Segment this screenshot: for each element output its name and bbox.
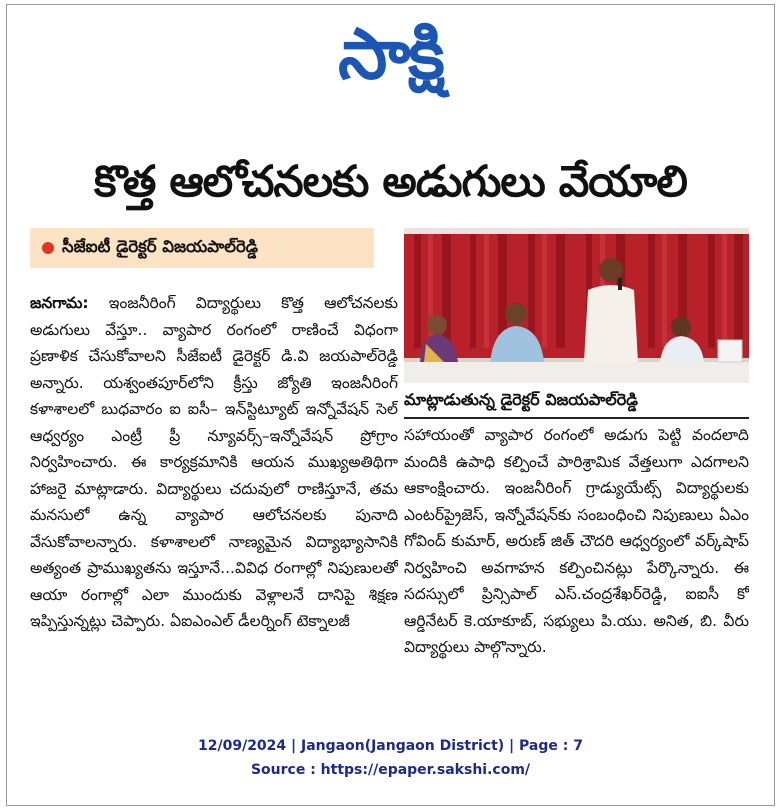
article-body-left (30, 290, 398, 700)
body-text-right: సహాయంతో వ్యాపార రంగంలో అడుగు పెట్టి వందలాది మందికి ఉపాధి కల్పించే పారిశ్రామిక వేత్తలుగా ఎదగాలని ఆకాంక్షించారు. ఇంజనీరింగ్ గ్రాడ్యుయేట్స్ విద్యార్థులకు ఎంటర్‌ప్రైజెస్, ఇన్నోవేషన్‌కు సంబంధించి నిపుణులు ఏఎం గోవింద్ కుమార్, అరుణ్ జిత్ చౌదరి ఆధ్వర్యంలో వర్క్‌షాప్ నిర్వహించి అవగాహన కల్పించినట్లు పేర్కొన్నారు. ఈ సదస్సులో ప్రిన్సిపాల్ ఎస్.చంద్రశేఖర్‌రెడ్డి, ఐఐసీ కో ఆర్డినేటర్ కె.యాకూబ్, సభ్యులు పి.యు. అనిత, బి. వీరు విద్యార్థులు పాల్గొన్నారు. (404, 426, 749, 656)
article-body-right (404, 422, 749, 694)
subhead-text: సీజేఐటీ డైరెక్టర్ విజయపాల్‌రెడ్డి (62, 236, 258, 256)
photo-caption: మాట్లాడుతున్న డైరెక్టర్ విజయపాల్‌రెడ్డి (404, 390, 639, 409)
footer-source-link[interactable]: Source : https://epaper.sakshi.com/ (250, 762, 531, 778)
bullet-icon (42, 242, 54, 254)
body-text-left: ఇంజనీరింగ్ విద్యార్థులు కొత్త ఆలోచనలకు అడుగులు వేస్తూ.. వ్యాపార రంగంలో రాణించే విధంగా ప్రణాళిక చేసుకోవాలని సీజేఐటీ డైరెక్టర్ డి.వి జయపాల్‌రెడ్డి అన్నారు. యశ్వంతపూర్‌లోని క్రీస్తు జ్యోతి ఇంజనీరింగ్ కళాశాలలో బుధవారం ఐ ఐసీ– ఇన్‌స్టిట్యూట్ ఇన్నోవేషన్ సెల్ ఆధ్వర్యం ఎంట్రీ ప్రీ న్యూవర్స్–ఇన్నోవేషన్ ప్రోగ్రాం నిర్వహించారు. ఈ కార్యక్రమానికి ఆయన ముఖ్యఅతిథిగా హాజరై మాట్లాడారు. విద్యార్థులు చదువులో రాణిస్తూనే, తమ మనసులో ఉన్న వ్యాపార ఆలోచనలకు పునాది వేసుకోవాలన్నారు. కళాశాలలో నాణ్యమైన విద్యాభ్యాసానికి అత్యంత ప్రాముఖ్యతను ఇస్తూనే...వివిధ రంగాల్లో నిపుణులతో ఆయా రంగాల్లో ఎలా ముందుకు వెళ్లాలనే దానిపై శిక్షణ ఇప్పిస్తున్నట్లు చెప్పారు. ఏఐఎంఎల్ డీలర్నింగ్ టెక్నాలజీ (30, 294, 398, 630)
dateline: జనగామ: (30, 294, 89, 312)
article-photo (404, 228, 749, 383)
article-headline: కొత్త ఆలోచనలకు అడుగులు వేయాలి (94, 157, 687, 207)
caption-divider (404, 417, 749, 419)
newspaper-logo (0, 8, 781, 100)
article-subhead (30, 228, 374, 268)
logo-text: సాక్షి (338, 13, 443, 95)
footer-edition-info: 12/09/2024 | Jangaon(Jangaon District) | Page : 7 (198, 738, 583, 754)
